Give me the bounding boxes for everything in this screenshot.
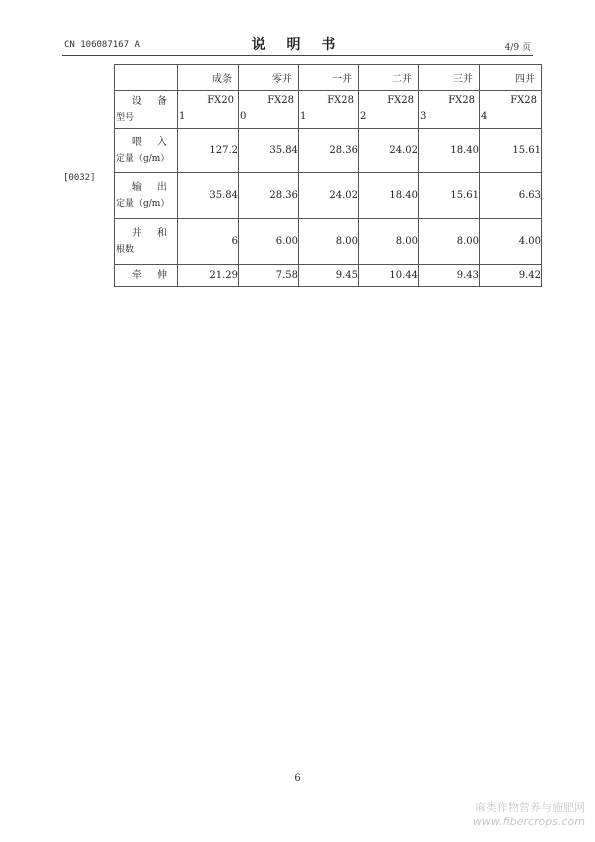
row-label-top: 设 备 xyxy=(131,95,173,107)
table-cell: 21.29 xyxy=(178,265,239,287)
model-name: FX28 xyxy=(267,95,294,106)
row-label-bottom: 型号 xyxy=(116,112,135,123)
row-label xyxy=(115,129,178,173)
row-label xyxy=(115,173,178,219)
model-suffix: 1 xyxy=(179,111,186,122)
table-cell: 28.36 xyxy=(239,173,299,219)
column-header: 二并 xyxy=(359,65,419,91)
table-cell: 15.61 xyxy=(419,173,480,219)
table-cell: 24.02 xyxy=(359,129,419,173)
model-suffix: 0 xyxy=(240,111,247,122)
row-label-single: 牵 伸 xyxy=(131,269,173,281)
table-cell: 9.43 xyxy=(419,265,480,287)
table-cell: 7.58 xyxy=(239,265,299,287)
table-cell: 18.40 xyxy=(419,129,480,173)
table-cell: 28.36 xyxy=(299,129,359,173)
column-header: 零并 xyxy=(239,65,299,91)
row-label-top: 喂 入 xyxy=(131,136,173,148)
model-suffix: 1 xyxy=(300,111,307,122)
table-cell: 9.42 xyxy=(480,265,542,287)
table-row xyxy=(115,129,542,173)
watermark xyxy=(473,799,585,828)
page-number: 6 xyxy=(294,773,301,784)
table-cell: 6.00 xyxy=(239,219,299,265)
model-name: FX28 xyxy=(327,95,354,106)
table-header-row xyxy=(115,65,542,91)
table-cell: 6 xyxy=(178,219,239,265)
row-label-top: 并 和 xyxy=(131,227,173,239)
model-name: FX28 xyxy=(448,95,475,106)
row-label xyxy=(115,91,178,129)
model-name: FX28 xyxy=(387,95,414,106)
page-indicator: 4/9 页 xyxy=(504,43,531,53)
table-row xyxy=(115,173,542,219)
spec-table xyxy=(114,64,542,287)
table-cell xyxy=(178,91,239,129)
table-cell xyxy=(359,91,419,129)
table-cell: 35.84 xyxy=(178,173,239,219)
table-cell: 4.00 xyxy=(480,219,542,265)
table-cell: 18.40 xyxy=(359,173,419,219)
row-label xyxy=(115,265,178,287)
watermark-title: 麻类作物营养与施肥网 xyxy=(475,801,585,814)
column-header: 成条 xyxy=(178,65,239,91)
table-cell: 15.61 xyxy=(480,129,542,173)
table-row xyxy=(115,91,542,129)
table-cell xyxy=(239,91,299,129)
table-cell xyxy=(480,91,542,129)
column-header: 一并 xyxy=(299,65,359,91)
page-header xyxy=(62,34,533,54)
row-label-top: 输 出 xyxy=(131,181,173,193)
document-title: 说 明 书 xyxy=(251,37,344,53)
patent-number: CN 106087167 A xyxy=(64,40,140,50)
model-suffix: 4 xyxy=(481,111,488,122)
row-label-bottom: 根数 xyxy=(116,244,135,255)
model-name: FX20 xyxy=(207,95,234,106)
table-cell: 8.00 xyxy=(359,219,419,265)
paragraph-number: [0032] xyxy=(63,173,96,183)
table-cell: 8.00 xyxy=(299,219,359,265)
header-rule xyxy=(62,55,533,56)
row-label xyxy=(115,219,178,265)
watermark-url: www.fibercrops.com xyxy=(472,815,585,828)
table-cell: 9.45 xyxy=(299,265,359,287)
header-corner-cell xyxy=(115,65,178,91)
table-cell xyxy=(299,91,359,129)
column-header: 四并 xyxy=(480,65,542,91)
table-cell xyxy=(419,91,480,129)
table-cell: 10.44 xyxy=(359,265,419,287)
table-cell: 24.02 xyxy=(299,173,359,219)
row-label-bottom: 定量（g/m） xyxy=(116,153,170,164)
column-header: 三并 xyxy=(419,65,480,91)
row-label-bottom: 定量（g/m） xyxy=(116,198,170,209)
table-cell: 35.84 xyxy=(239,129,299,173)
table-cell: 127.2 xyxy=(178,129,239,173)
table-cell: 8.00 xyxy=(419,219,480,265)
table-cell: 6.63 xyxy=(480,173,542,219)
table-row xyxy=(115,265,542,287)
model-suffix: 3 xyxy=(420,111,427,122)
model-suffix: 2 xyxy=(360,111,367,122)
model-name: FX28 xyxy=(510,95,537,106)
table-row xyxy=(115,219,542,265)
